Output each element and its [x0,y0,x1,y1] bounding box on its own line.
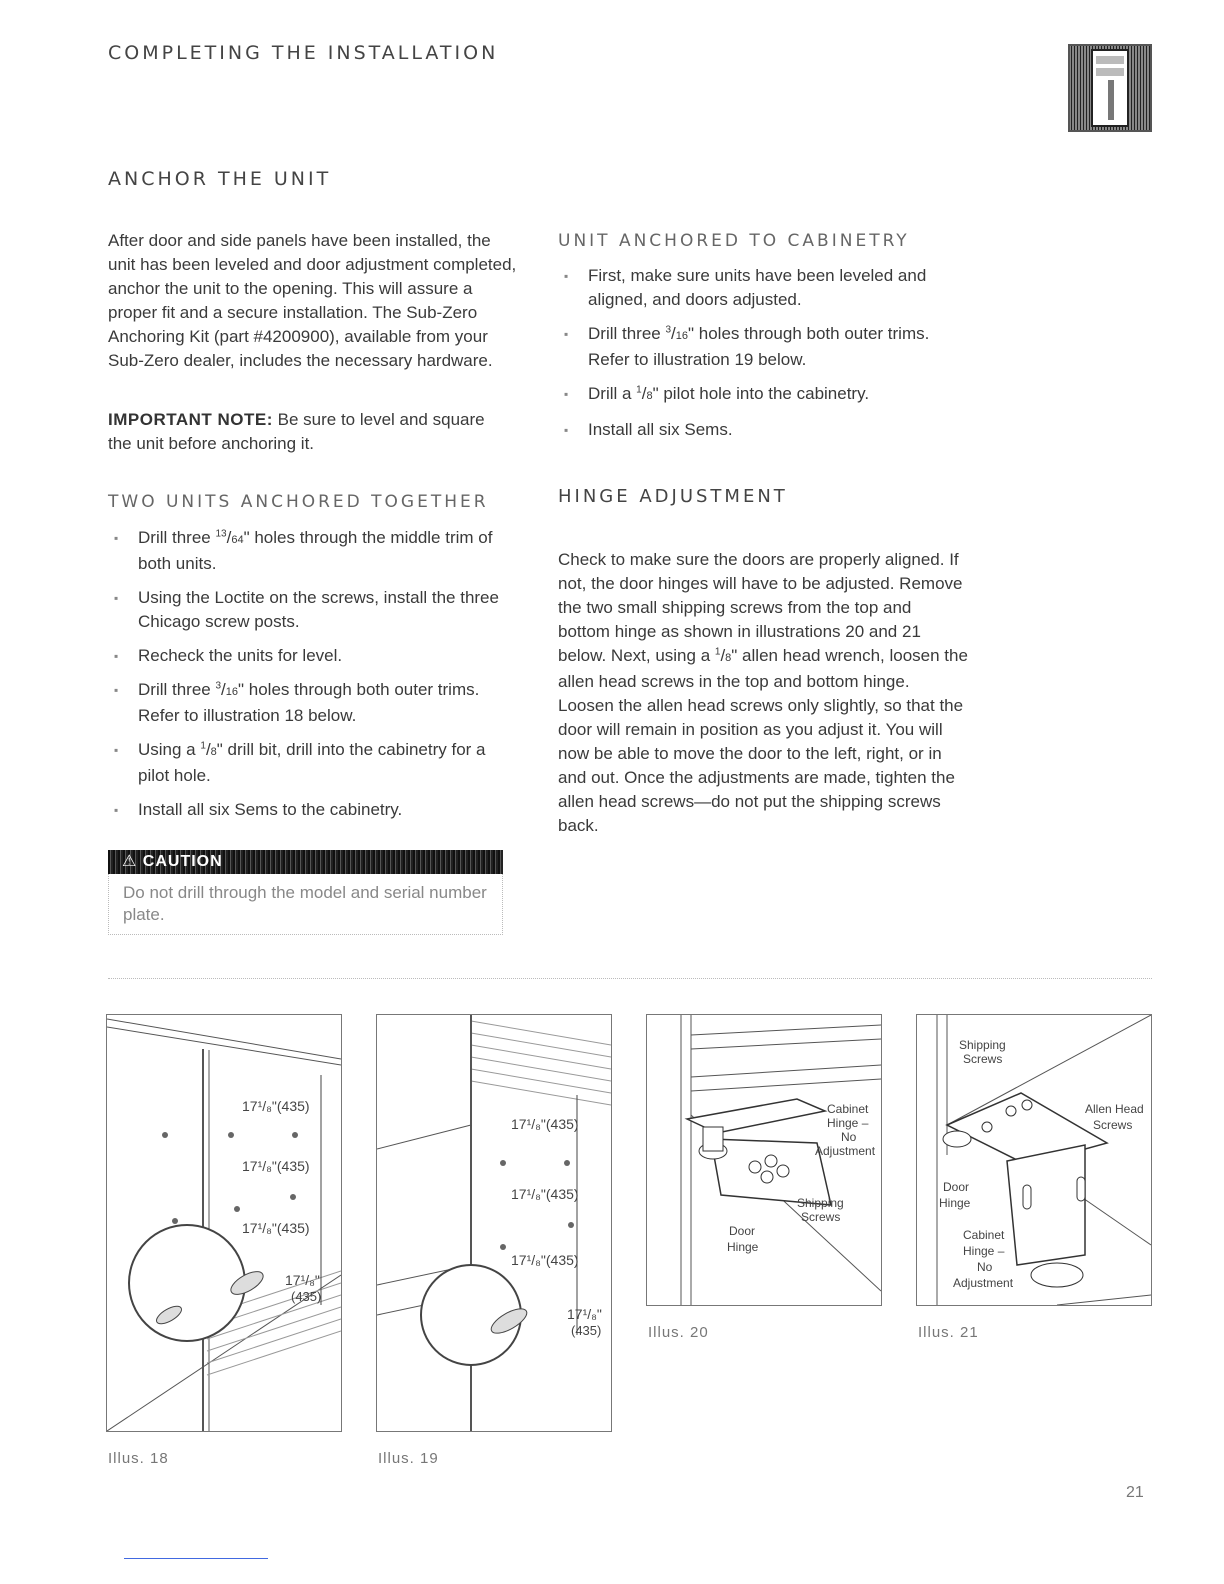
caution-header [108,850,503,874]
footer-rule [124,1558,268,1559]
two-units-item-text: Drill three [138,528,216,547]
anchor-intro: After door and side panels have been installed, the unit has been leveled and door adjustment completed, anchor the unit to the opening. This will assure a proper fit and a secure installation. The Sub-Zero Anchoring Kit (part #4200900), available from your Sub-Zero dealer, includes the necessary hardware. [108,231,517,370]
two-units-frac-den: 16 [225,686,239,698]
cabinetry-frac-num: 1 [636,384,642,396]
two-units-item [108,798,518,822]
cabinetry-item-text: Drill a [588,384,637,403]
illus-18-figure [106,1014,342,1432]
fridge-icon [1068,44,1152,132]
two-units-frac-den: 8 [210,746,217,758]
two-units-item-text: Drill three [138,680,216,699]
illus20-label-hinge-no: Hinge – [827,1116,869,1130]
cabinetry-item-text: Install all six Sems. [588,420,733,439]
important-note [108,408,508,456]
illus20-label-screws: Screws [801,1210,841,1224]
two-units-list [108,526,518,832]
cabinetry-frac-den: 8 [646,390,653,402]
cabinetry-item-text-post: " pilot hole into the cabinetry. [652,384,870,403]
cabinetry-item-text: First, make sure units have been leveled and aligned, and doors adjusted. [588,266,927,309]
two-units-frac-num: 13 [215,528,227,540]
illus-20-figure [646,1014,882,1306]
cabinetry-heading: UNIT ANCHORED TO CABINETRY [558,231,910,251]
illus21-label-allen-head: Allen Head [1085,1102,1144,1116]
illus-18-caption: Illus. 18 [108,1450,169,1467]
two-units-item-text: Using a [138,740,201,759]
illus21-label-no: No [977,1260,993,1274]
illus21-label-cabinet: Cabinet [963,1228,1005,1242]
illus-19-figure [376,1014,612,1432]
two-units-item [108,644,518,668]
illus18-dim-2: 17¹/₈"(435) [242,1158,310,1174]
illus19-dim-1: 17¹/₈"(435) [511,1116,579,1132]
two-units-item-text: Install all six Sems to the cabinetry. [138,800,403,819]
illus21-label-door: Door [943,1180,970,1194]
anchor-heading: ANCHOR THE UNIT [108,168,332,190]
illus20-label-no: No [841,1130,857,1144]
two-units-item: ▪ Drill three $^3$/16" holes through both outer trims. Refer to illustration 18 below. [108,678,518,728]
hinge-frac-num: 1 [714,646,721,658]
caution-box [108,850,503,935]
two-units-item-text: Recheck the units for level. [138,646,343,665]
illus19-dim-4: 17¹/₈" [567,1306,602,1322]
two-units-item-text: Using the Loctite on the screws, install the three Chicago screw posts. [138,588,499,631]
cabinetry-item [558,418,968,442]
caution-label: CAUTION [142,853,223,870]
important-note-label: IMPORTANT NOTE: [108,410,273,429]
cabinetry-frac-den: 16 [675,330,689,342]
illus21-label-screws: Screws [963,1052,1003,1066]
warning-icon: ⚠ [122,853,138,870]
hinge-text-a: Check to make sure the doors are properly aligned. If not, the door hinges will have to be adjusted. Remove the two small shipping screws from the top and bottom hinge as shown in illustrations 20 and 21 below. Next, using a [558,550,963,665]
hinge-frac-den: 8 [725,652,732,664]
illus-21-caption: Illus. 21 [918,1324,979,1341]
illus19-dim-3: 17¹/₈"(435) [511,1252,579,1268]
two-units-item: ▪ Using a $^1$/8" drill bit, drill into the cabinetry for a pilot hole. [108,738,518,788]
two-units-item [108,586,518,634]
illus-21-figure [916,1014,1152,1306]
cabinetry-item: ▪ Drill three $^3$/16" holes through both outer trims. Refer to illustration 19 below. [558,322,968,372]
section-divider [108,978,1152,979]
page-header-title: COMPLETING THE INSTALLATION [108,42,499,64]
two-units-frac-num: 1 [200,740,206,752]
illus18-dim-4: 17¹/₈" [285,1272,320,1288]
illus20-label-hinge: Hinge [727,1240,759,1254]
illus21-label-hinge-no: Hinge – [963,1244,1005,1258]
illus20-label-shipping: Shipping [797,1196,844,1210]
illus20-label-cabinet: Cabinet [827,1102,869,1116]
cabinetry-item-text: Drill three [588,324,666,343]
hinge-heading: HINGE ADJUSTMENT [558,486,788,507]
illus20-label-door: Door [729,1224,756,1238]
important-note-text: Be sure to level and square the unit before anchoring it. [108,410,485,453]
illus18-dim-1: 17¹/₈"(435) [242,1098,310,1114]
two-units-item-text-post: " drill bit, drill into the cabinetry for a pilot hole. [138,740,486,785]
two-units-frac-num: 3 [215,680,222,692]
cabinetry-frac-num: 3 [665,324,672,336]
two-units-heading: TWO UNITS ANCHORED TOGETHER [108,492,489,512]
cabinetry-item [558,264,968,312]
two-units-frac-den: 64 [231,534,244,546]
illus21-label-adjustment: Adjustment [953,1276,1014,1290]
illus19-dim-2: 17¹/₈"(435) [511,1186,579,1202]
illus18-dim-3: 17¹/₈"(435) [242,1220,310,1236]
cabinetry-item-text-post: " holes through both outer trims. Refer to illustration 19 below. [588,324,930,369]
illus19-dim-5: (435) [571,1323,602,1338]
cabinetry-item: ▪ Drill a $^1$/8" pilot hole into the cabinetry. [558,382,968,408]
illus-19-caption: Illus. 19 [378,1450,439,1467]
two-units-item-text-post: " holes through the middle trim of both units. [138,528,493,573]
illus20-label-adjustment: Adjustment [815,1144,876,1158]
two-units-item: ▪ Drill three $^{13}$/64" holes through the middle trim of both units. [108,526,518,576]
page-number: 21 [1126,1484,1144,1501]
illus21-label-allen-screws: Screws [1093,1118,1133,1132]
cabinetry-list [558,264,968,452]
hinge-text-b: " allen head wrench, loosen the allen head screws in the top and bottom hinge. Loosen the allen head screws only slightly, so that the door will remain in position as you adjust it. You will now be able to move the door to the left, right, or in and out. Once the adjustments are made, tighten the allen head screws—do not put the shipping screws back. [558,646,968,835]
two-units-item-text-post: " holes through both outer trims. Refer to illustration 18 below. [138,680,480,725]
illus21-label-hinge: Hinge [939,1196,971,1210]
illus18-dim-5: (435) [291,1289,322,1304]
illus21-label-shipping: Shipping [959,1038,1006,1052]
hinge-text: Check to make sure the doors are properly aligned. If not, the door hinges will have to be adjusted. Remove the two small shipping screws from the top and bottom hinge as shown in illustrations 20 and 21 below. Next, using a $^1$/8" allen head wrench, loosen the allen head screws in the top and bottom hinge. Loosen the allen head screws only slightly, so that the door will remain in position as you adjust it. You will now be able to move the door to the left, right, or in and out. Once the adjustments are made, tighten the allen head screws—do not put the shipping screws back. [558,550,968,835]
illus-20-caption: Illus. 20 [648,1324,709,1341]
caution-text: Do not drill through the model and serial number plate. [108,874,503,935]
